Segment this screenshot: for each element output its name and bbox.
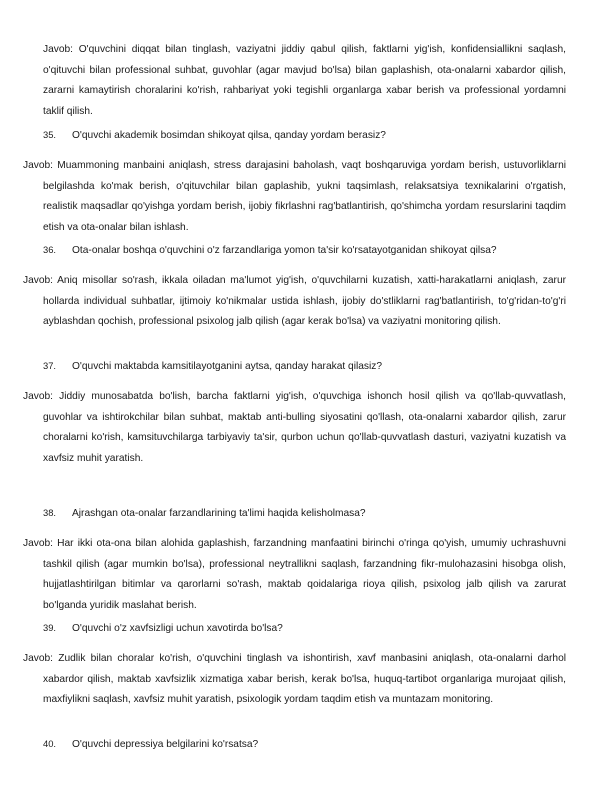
question-number: 39. [43, 622, 57, 633]
question-text: Ota-onalar boshqa o'quvchini o'z farzandlariga yomon ta'sir ko'rsatayotganidan shikoyat qilsa? [72, 245, 497, 256]
answer-paragraph: Javob: Har ikki ota-ona bilan alohida gaplashish, farzandning manfaatini birinchi o'ringa qo'yish, umumiy uchrashuvni tashkil qilish (agar mumkin bo'lsa), professional neytrallikni saqlash, farzandning fikr-mulohazasini hisobga olish, hujjatlashtirilgan bitimlar va qarorlarni so'rash, maktab qoidalariga rioya qilish, psixolog jalb qilish va zarurat bo'lganda yuridik maslahat berish. [23, 538, 566, 611]
answer-paragraph: Javob: O'quvchini diqqat bilan tinglash, vaziyatni jiddiy qabul qilish, faktlarni yig'ish, konfidensiallikni saqlash, o'qituvchi bilan professional suhbat, guvohlar (agar mavjud bo'lsa) bilan gaplashish, ota-onalarni xabardor qilish, zararni kamaytirish choralarini ko'rish, rahbariyat yoki tegishli organlarga xabar berish va professional yordamni taklif qilish. [43, 44, 566, 117]
question-text: O'quvchi depressiya belgilarini ko'rsatsa? [72, 739, 259, 750]
question-item [43, 734, 566, 756]
question-item [43, 125, 566, 147]
question-text: O'quvchi maktabda kamsitilayotganini aytsa, qanday harakat qilasiz? [72, 361, 383, 372]
question-number: 37. [43, 360, 57, 371]
answer-paragraph: Javob: Zudlik bilan choralar ko'rish, o'quvchini tinglash va ishontirish, xavf manbasini aniqlash, ota-onalarni darhol xabardor qilish, maktab xavfsizlik xizmatiga xabar berish, kerak bo'lsa, huquq-tartibot organlariga murojaat qilish, maxfiylikni saqlash, xavfsiz muhit yaratish, psixologik yordam taqdim etish va muntazam monitoring. [23, 653, 566, 706]
answer-paragraph: Javob: Aniq misollar so'rash, ikkala oiladan ma'lumot yig'ish, o'quvchilarni kuzatish, xatti-harakatlarni aniqlash, zarur hollarda individual suhbatlar, ijtimoiy ko'nikmalar ustida ishlash, ijobiy do'stliklarni rag'batlantirish, to'g'ridan-to'g'ri ayblashdan qochish, professional psixolog jalb qilish (agar kerak bo'lsa) va vaziyatni monitoring qilish. [23, 275, 566, 328]
question-number: 40. [43, 738, 57, 749]
answer-paragraph: Javob: Jiddiy munosabatda bo'lish, barcha faktlarni yig'ish, o'quvchiga ishonch hosil qilish va qo'llab-quvvatlash, guvohlar va ishtirokchilar bilan suhbat, maktab anti-bulling siyosatini qo'llash, ota-onalarni xabardor qilish, zarur choralarni ko'rish, kamsituvchilarga tarbiyaviy ta'sir, qurbon uchun qo'llab-quvvatlash dasturi, vaziyatni kuzatish va xavfsiz muhit yaratish. [23, 391, 566, 464]
question-item [43, 618, 566, 640]
question-text: Ajrashgan ota-onalar farzandlarining ta'limi haqida kelisholmasa? [72, 508, 366, 519]
question-number: 35. [43, 129, 57, 140]
question-text: O'quvchi akademik bosimdan shikoyat qilsa, qanday yordam berasiz? [72, 130, 386, 141]
question-item [43, 503, 566, 525]
question-text: O'quvchi o'z xavfsizligi uchun xavotirda bo'lsa? [72, 623, 283, 634]
question-item [43, 240, 566, 262]
answer-paragraph: Javob: Muammoning manbaini aniqlash, stress darajasini baholash, vaqt boshqaruviga yordam berish, ustuvorliklarni belgilashda ko'mak berish, o'qituvchilar bilan gaplashib, yukni taqsimlash, relaksatsiya texnikalarini o'rgatish, realistik maqsadlar qo'yishga yordam berish, ijobiy fikrlashni rag'batlantirish, qo'shimcha yordam resurslarini taqdim etish va ota-onalar bilan ishlash. [23, 160, 566, 233]
question-number: 36. [43, 244, 57, 255]
question-item [43, 356, 566, 378]
question-number: 38. [43, 507, 57, 518]
